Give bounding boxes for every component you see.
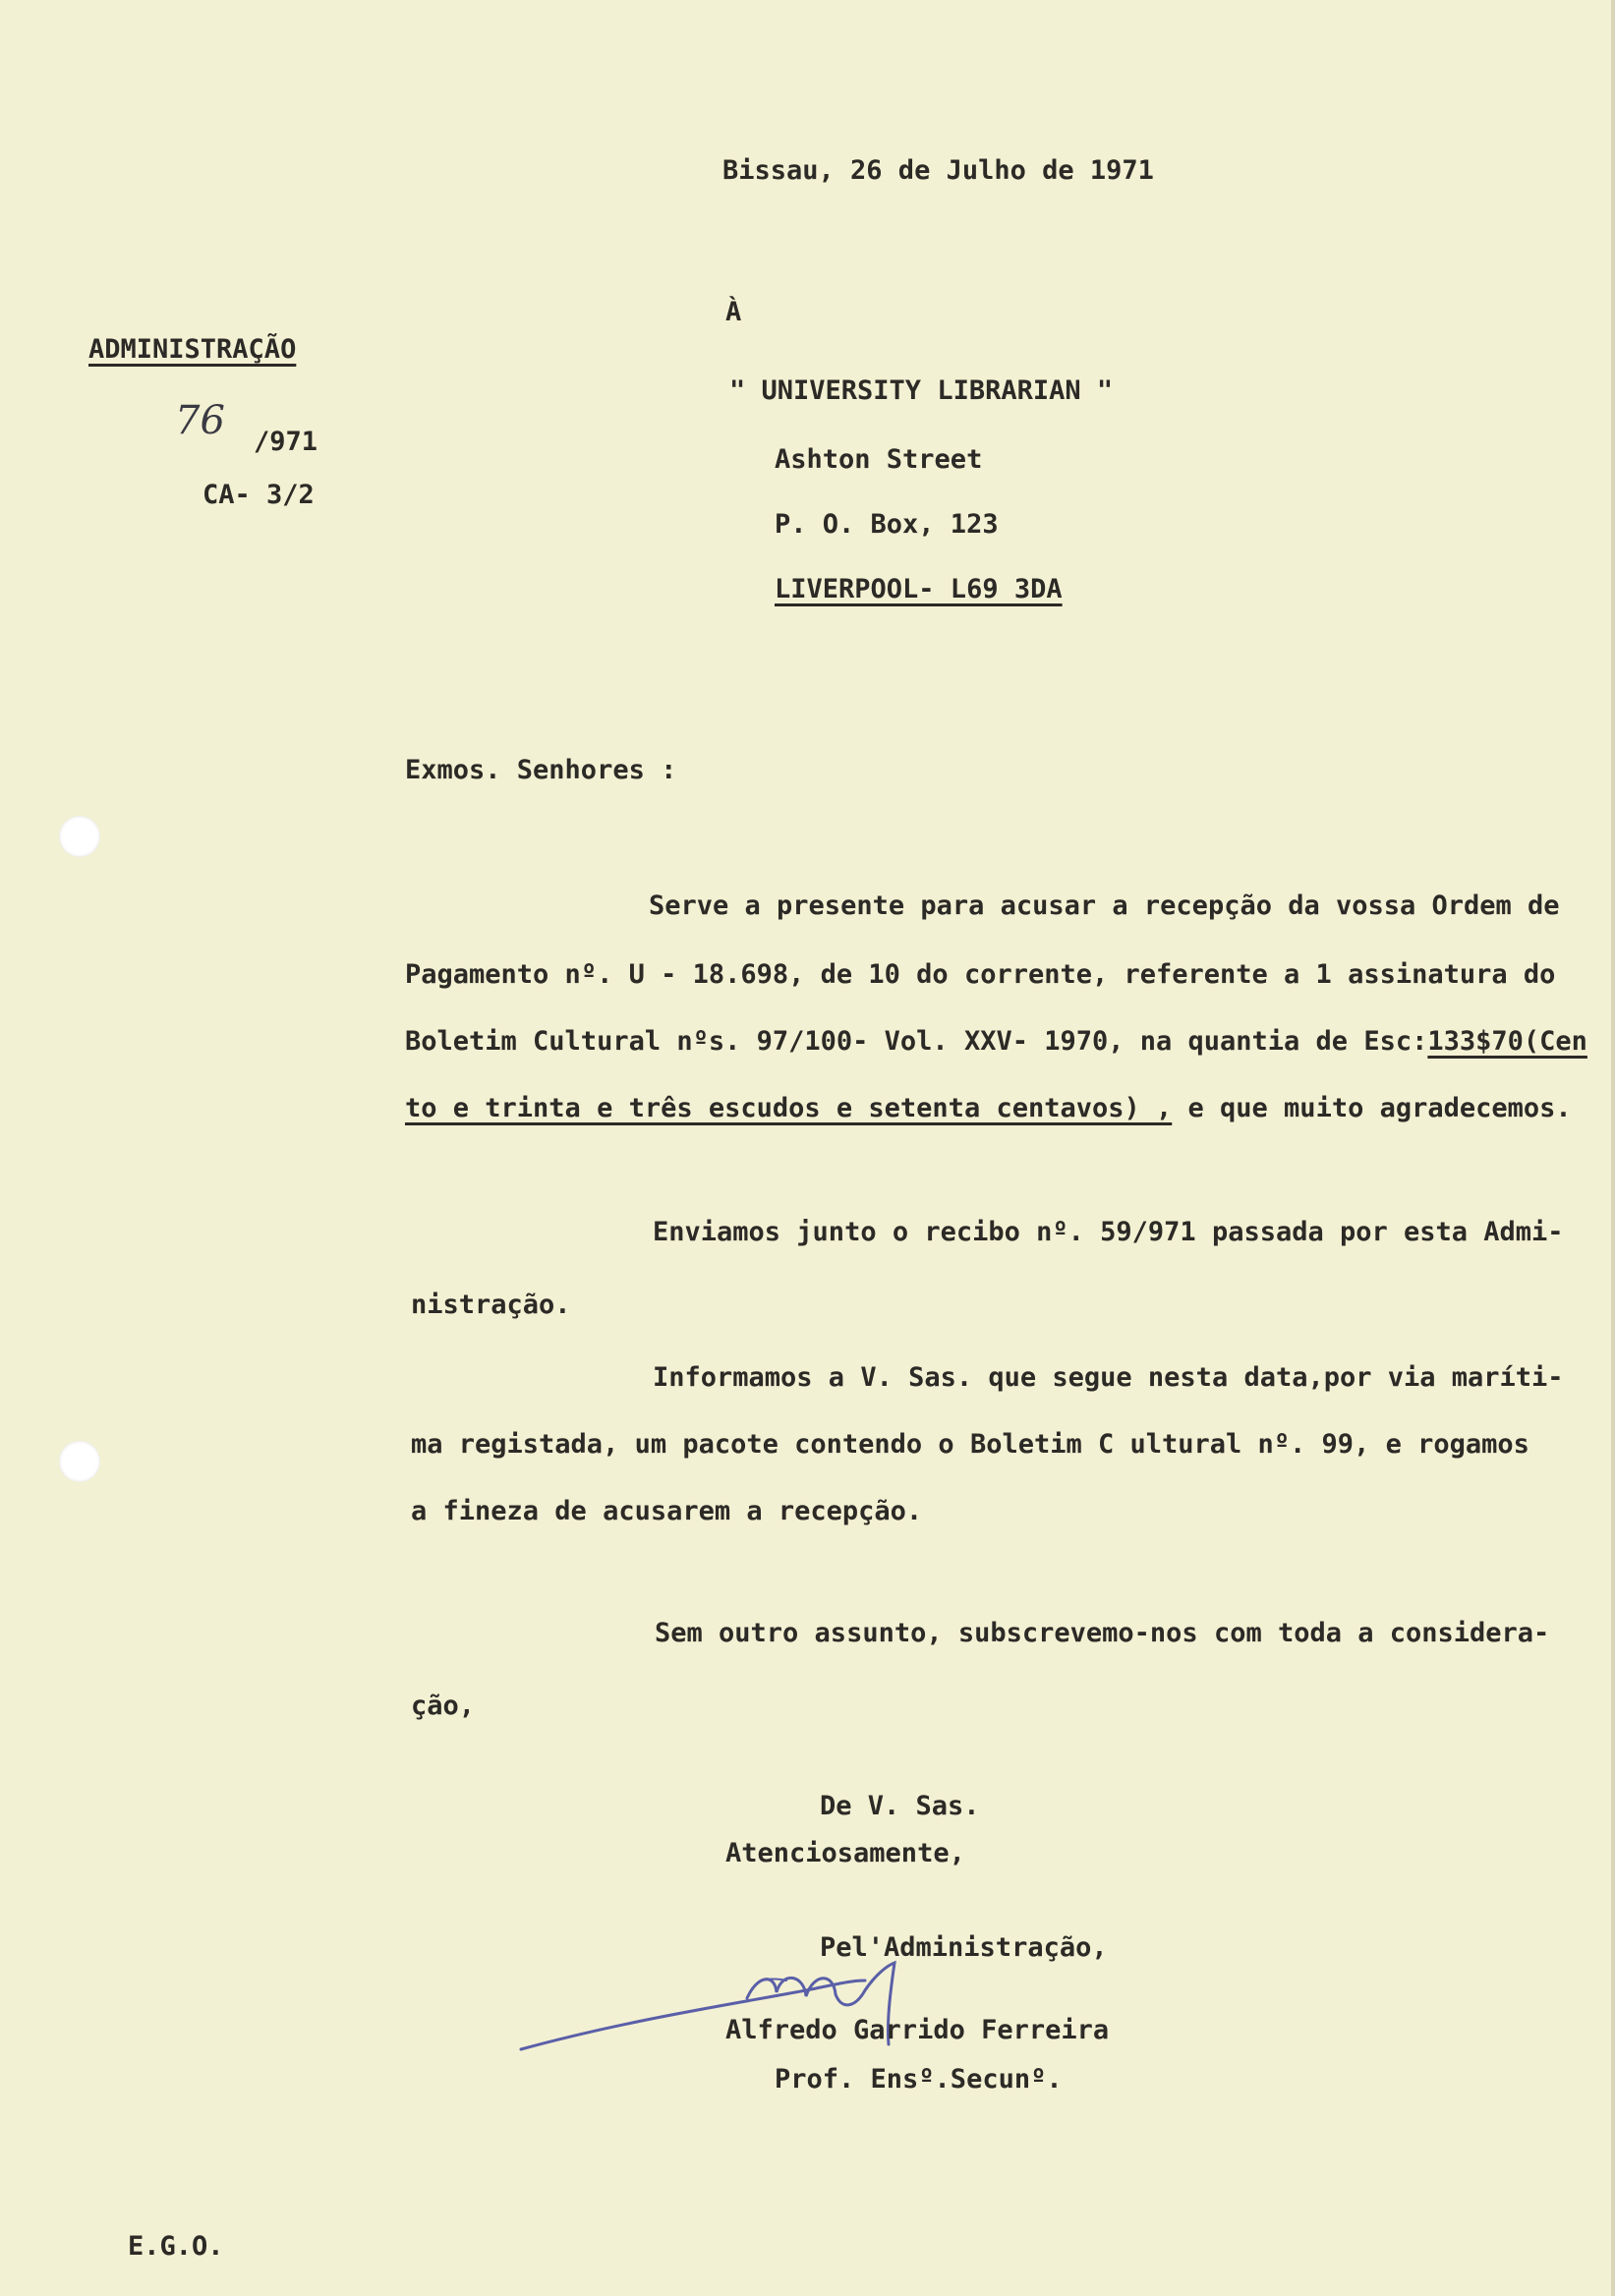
paper-edge (1611, 0, 1615, 2296)
punch-hole-top (59, 816, 100, 857)
closing-line2: Atenciosamente, (725, 1838, 965, 1868)
body-p1-line2: Pagamento nº. U - 18.698, de 10 do corrente, referente a 1 assinatura do (405, 959, 1556, 990)
body-p1-line4 (405, 1093, 1572, 1124)
reference-code: CA- 3/2 (202, 480, 315, 510)
footer-initials: E.G.O. (128, 2231, 224, 2262)
punch-hole-bottom (59, 1441, 100, 1482)
recipient-city: LIVERPOOL- L69 3DA (775, 574, 1063, 604)
signatory-name: Alfredo Garrido Ferreira (725, 2015, 1110, 2045)
amount-underlined: 133$70(Cen (1427, 1026, 1587, 1057)
body-p4-line2: ção, (411, 1691, 476, 1721)
body-p2-line2: nistração. (411, 1290, 571, 1320)
body-p3-line2: ma registada, um pacote contendo o Boletim C ultural nº. 99, e rogamos (411, 1429, 1529, 1460)
closing-line3: Pel'Administração, (820, 1932, 1108, 1963)
sender-department: ADMINISTRAÇÃO (88, 334, 297, 365)
body-p1-line1: Serve a presente para acusar a recepção da vossa Ordem de (649, 890, 1560, 921)
signatory-title: Prof. Ensº.Secunº. (775, 2064, 1063, 2095)
date-line: Bissau, 26 de Julho de 1971 (722, 155, 1154, 186)
closing-line1: De V. Sas. (820, 1791, 980, 1821)
salutation: Exmos. Senhores : (405, 755, 677, 785)
recipient-street: Ashton Street (775, 444, 983, 475)
body-p3-line1: Informamos a V. Sas. que segue nesta data,por via maríti- (653, 1362, 1564, 1393)
body-p1-line4-text: e que muito agradecemos. (1172, 1093, 1572, 1123)
body-p3-line3: a fineza de acusarem a recepção. (411, 1496, 923, 1526)
body-p1-line3 (405, 1026, 1587, 1058)
reference-year: /971 (254, 427, 318, 457)
recipient-pobox: P. O. Box, 123 (775, 509, 999, 540)
recipient-name: " UNIVERSITY LIBRARIAN " (729, 375, 1114, 406)
body-p4-line1: Sem outro assunto, subscrevemo-nos com toda a considera- (655, 1618, 1550, 1648)
reference-number-handwritten: 76 (175, 398, 225, 443)
body-p2-line1: Enviamos junto o recibo nº. 59/971 passada por esta Admi- (653, 1217, 1564, 1247)
amount-in-words: to e trinta e três escudos e setenta centavos) , (405, 1093, 1173, 1123)
recipient-prefix: À (725, 297, 742, 327)
body-p1-line3-text: Boletim Cultural nºs. 97/100- Vol. XXV- 1970, na quantia de Esc: (405, 1026, 1428, 1057)
